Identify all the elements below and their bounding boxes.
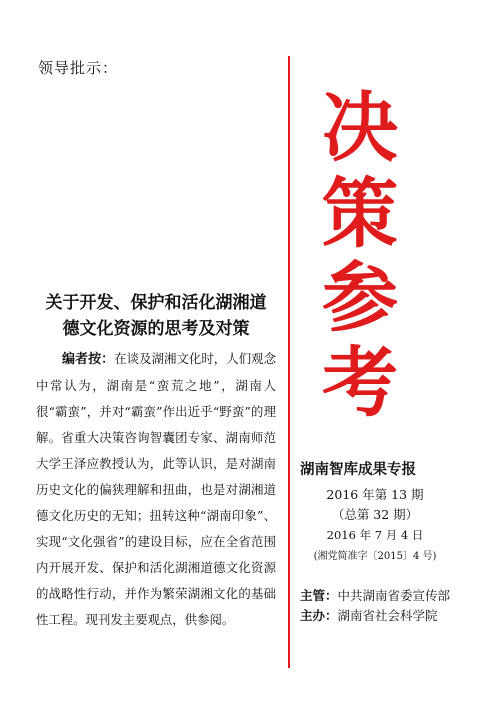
host-name: 湖南省社会科学院 <box>337 608 438 623</box>
editor-note <box>36 346 276 633</box>
sponsor-name: 中共湖南省委宣传部 <box>337 588 451 603</box>
editor-note-text: 在谈及湖湘文化时，人们观念中常认为，湖南是“蛮荒之地”，湖南人很“霸蛮”，并对“霸蛮”作出近乎“野蛮”的理解。省重大决策咨询智囊团专家、湖南师范大学王泽应教授认为，此等认识，是对湖南历史文化的偏狭理解和扭曲，也是对湖湘道德文化历史的无知；扭转这种“湖南印象”、实现“文化强省”的建设目标，应在全省范围内开展开发、保护和活化湖湘道德文化资源的战略性行动，并作为繁荣湖湘文化的基础性工程。现刊发主要观点，供参阅。 <box>36 351 276 627</box>
leader-instruction-label: 领导批示： <box>38 59 119 77</box>
sponsor-label: 主管 <box>300 588 326 603</box>
host-line <box>300 606 490 624</box>
masthead-char-kao: 考 <box>322 338 398 427</box>
editor-note-label-colon: ： <box>101 352 115 367</box>
sponsor-colon: ： <box>325 588 338 603</box>
masthead-char-ce: 策 <box>322 169 398 258</box>
issue-date: 2016 年 7 月 4 日 <box>326 528 424 542</box>
article-title <box>36 290 276 342</box>
editor-note-label-text: 编者按 <box>62 352 102 367</box>
article-title-line-2: 德文化资源的思考及对策 <box>62 319 250 339</box>
approval-number: (湘党简准字〔2015〕4 号) <box>313 551 437 562</box>
series-name: 湖南智库成果专报 <box>300 462 416 478</box>
editor-note-label <box>36 352 114 367</box>
vertical-divider <box>288 56 290 668</box>
article-title-line-1: 关于开发、保护和活化湖湘道 <box>45 293 267 313</box>
host-colon: ： <box>325 608 338 623</box>
host-label: 主办 <box>300 608 326 623</box>
issue-total-number: （总第 32 期） <box>331 507 419 522</box>
issue-number: 2016 年第 13 期 <box>326 487 424 502</box>
masthead-char-can: 参 <box>322 253 398 342</box>
sponsor-line <box>300 586 490 604</box>
masthead-char-jue: 决 <box>322 83 398 172</box>
